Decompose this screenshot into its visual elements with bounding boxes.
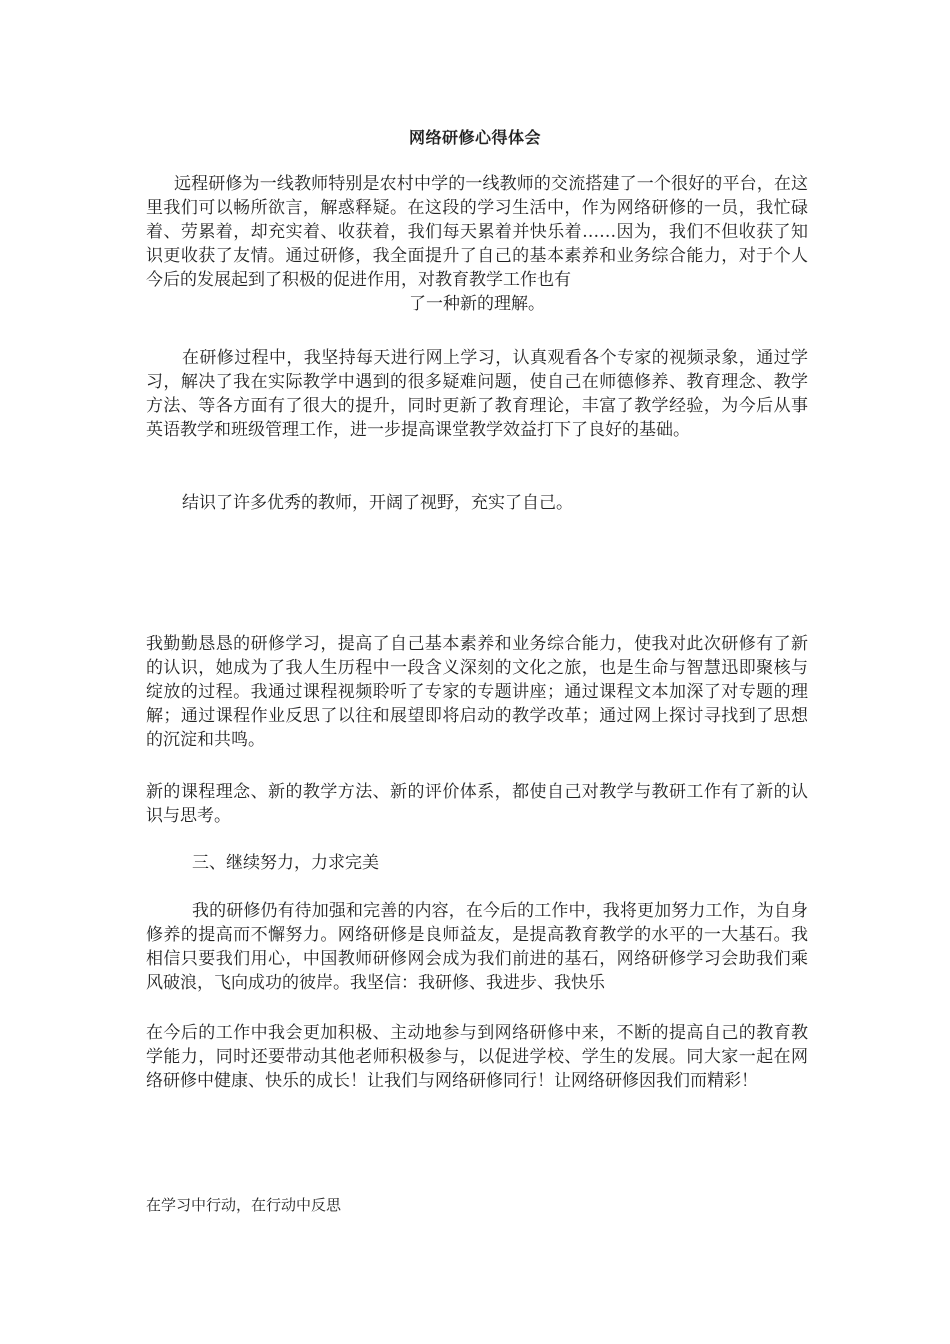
paragraph-diligent-study: 我勤勤恳恳的研修学习，提高了自己基本素养和业务综合能力，使我对此次研修有了新的认识，她成为了我人生历程中一段含义深刻的文化之旅，也是生命与智慧迅即聚核与绽放的过程。我通过课程视频聆听了专家的专题讲座；通过课程文本加深了对专题的理解；通过课程作业反思了以往和展望即将启动的教学改革；通过网上探讨寻找到了思想的沉淀和共鸣。 bbox=[146, 634, 808, 750]
paragraph-intro: 远程研修为一线教师特别是农村中学的一线教师的交流搭建了一个很好的平台，在这里我们可以畅所欲言，解惑释疑。在这段的学习生活中，作为网络研修的一员，我忙碌着、劳累着，却充实着、收获着，我们每天累着并快乐着……因为，我们不但收获了知识更收获了友情。通过研修，我全面提升了自己的基本素养和业务综合能力，对于个人今后的发展起到了积极的促进作用，对教育教学工作也有 bbox=[146, 174, 808, 290]
section-heading-continue-effort: 三、继续努力，力求完美 bbox=[192, 853, 379, 873]
document-title: 网络研修心得体会 bbox=[408, 128, 541, 147]
paragraph-study-process: 在研修过程中，我坚持每天进行网上学习，认真观看各个专家的视频录象，通过学习，解决了我在实际教学中遇到的很多疑难问题，使自己在师德修养、教育理念、教学方法、等各方面有了很大的提升，同时更新了教育理论，丰富了教学经验，为今后从事英语教学和班级管理工作，进一步提高课堂教学效益打下了良好的基础。 bbox=[146, 348, 808, 440]
paragraph-improvement: 我的研修仍有待加强和完善的内容，在今后的工作中，我将更加努力工作，为自身修养的提高而不懈努力。网络研修是良师益友，是提高教育教学的水平的一大基石。我相信只要我们用心，中国教师研修网会成为我们前进的基石，网络研修学习会助我们乘风破浪，飞向成功的彼岸。我坚信：我研修、我进步、我快乐 bbox=[146, 901, 808, 993]
paragraph-future-work: 在今后的工作中我会更加积极、主动地参与到网络研修中来，不断的提高自己的教育教学能力，同时还要带动其他老师积极参与，以促进学校、学生的发展。同大家一起在网络研修中健康、快乐的成长！让我们与网络研修同行！让网络研修因我们而精彩！ bbox=[146, 1023, 808, 1091]
paragraph-intro-tail: 了一种新的理解。 bbox=[409, 294, 545, 314]
paragraph-met-teachers: 结识了许多优秀的教师，开阔了视野，充实了自己。 bbox=[182, 493, 573, 513]
paragraph-new-concepts: 新的课程理念、新的教学方法、新的评价体系，都使自己对教学与教研工作有了新的认识与思考。 bbox=[146, 782, 808, 826]
closing-line: 在学习中行动，在行动中反思 bbox=[146, 1196, 342, 1214]
